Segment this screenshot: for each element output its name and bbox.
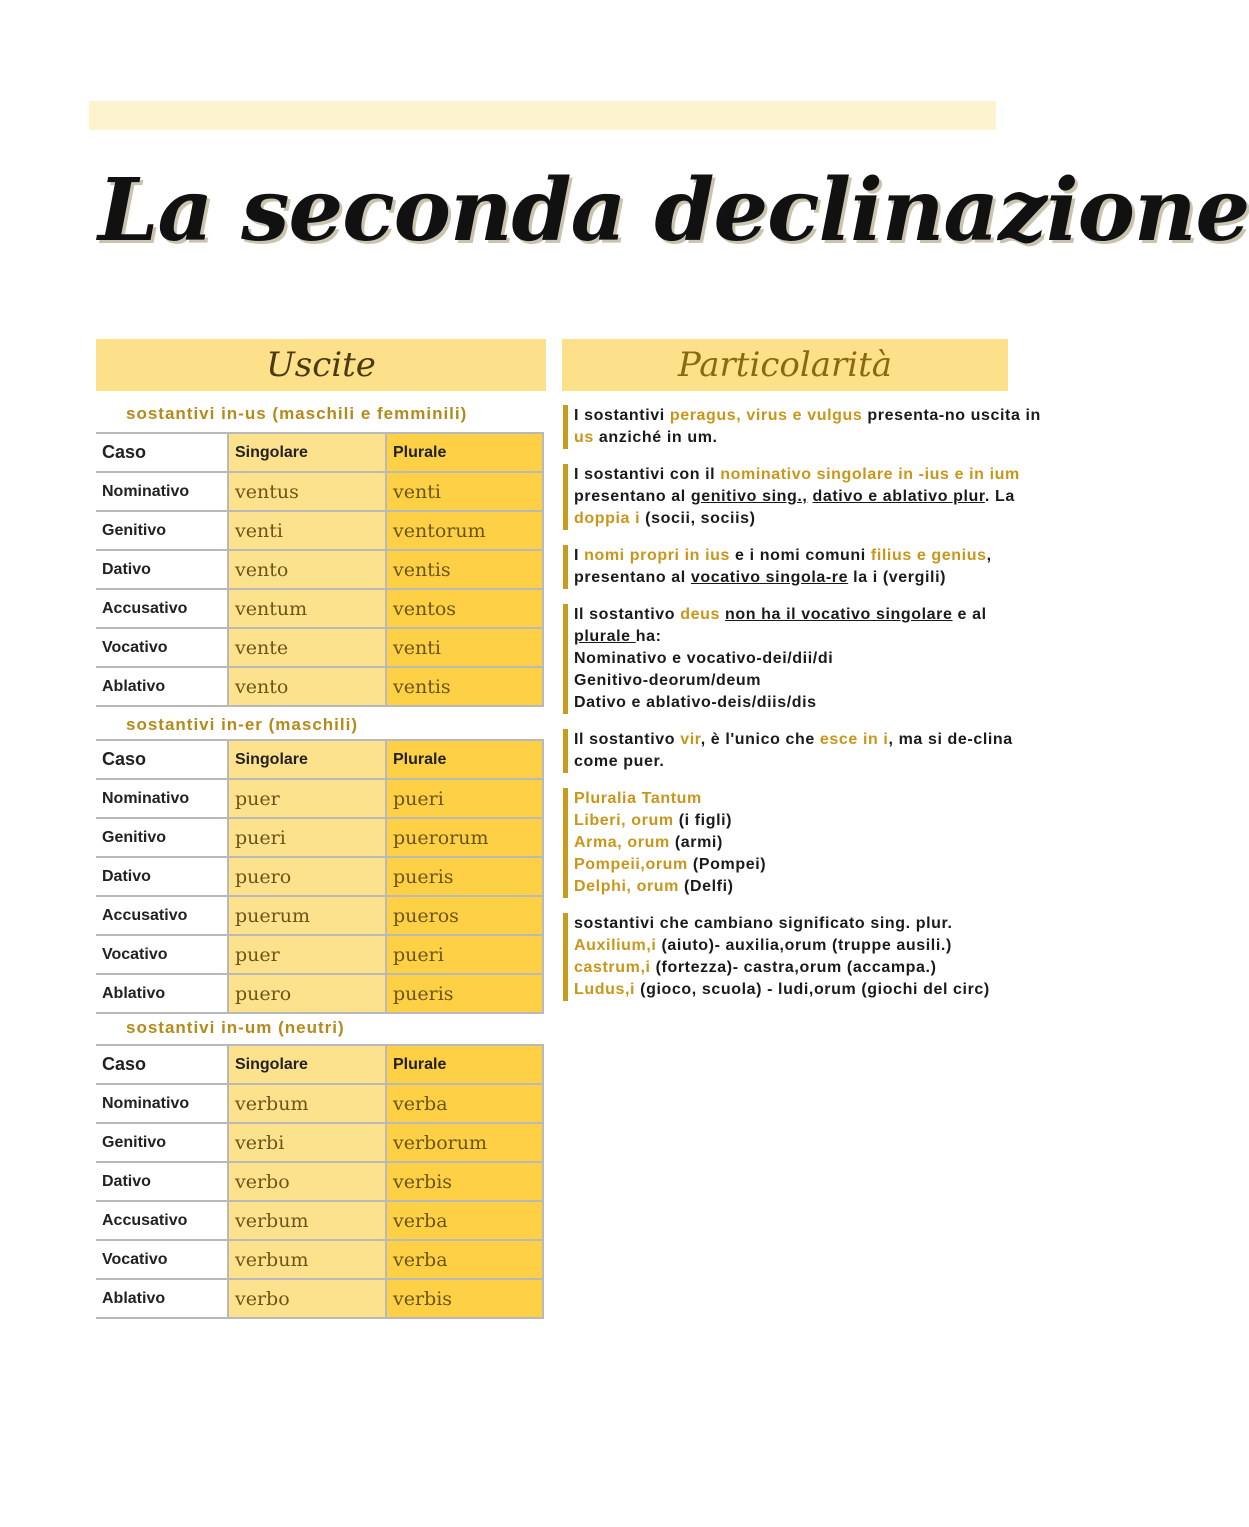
case-cell: Nominativo [96, 779, 228, 818]
plural-cell: verbis [386, 1279, 543, 1318]
table-header-row [96, 740, 543, 779]
plural-cell: verba [386, 1201, 543, 1240]
table-row [96, 779, 543, 818]
table-row [96, 1123, 543, 1162]
header-particolarita: Particolarità [562, 339, 1008, 391]
table-row [96, 550, 543, 589]
case-cell: Genitivo [96, 1123, 228, 1162]
case-cell: Vocativo [96, 935, 228, 974]
page-title: La seconda declinazione [98, 160, 1249, 261]
singular-cell: puer [228, 935, 386, 974]
plural-cell: pueri [386, 779, 543, 818]
singular-cell: puero [228, 974, 386, 1013]
plural-cell: verba [386, 1240, 543, 1279]
case-cell: Dativo [96, 857, 228, 896]
table-header-row [96, 433, 543, 472]
top-banner [89, 101, 996, 130]
plural-cell: pueris [386, 974, 543, 1013]
col-singular: Singolare [228, 433, 386, 472]
table-row [96, 1084, 543, 1123]
plural-cell: venti [386, 472, 543, 511]
singular-cell: verbum [228, 1084, 386, 1123]
table-row [96, 667, 543, 706]
table-row [96, 818, 543, 857]
table-um [96, 1044, 544, 1319]
case-cell: Accusativo [96, 589, 228, 628]
col-case: Caso [96, 433, 228, 472]
singular-cell: vento [228, 550, 386, 589]
case-cell: Nominativo [96, 1084, 228, 1123]
plural-cell: ventis [386, 667, 543, 706]
section-label-um: sostantivi in-um (neutri) [126, 1018, 345, 1037]
plural-cell: puerorum [386, 818, 543, 857]
case-cell: Accusativo [96, 896, 228, 935]
case-cell: Ablativo [96, 1279, 228, 1318]
plural-cell: pueri [386, 935, 543, 974]
case-cell: Dativo [96, 550, 228, 589]
plural-cell: verborum [386, 1123, 543, 1162]
singular-cell: vente [228, 628, 386, 667]
case-cell: Ablativo [96, 667, 228, 706]
singular-cell: puerum [228, 896, 386, 935]
table-row [96, 857, 543, 896]
plural-cell: ventorum [386, 511, 543, 550]
section-label-er: sostantivi in-er (maschili) [126, 715, 358, 734]
table-row [96, 1162, 543, 1201]
singular-cell: verbo [228, 1162, 386, 1201]
note-deus: Il sostantivo deus non ha il vocativo singolare e al plurale ha: Nominativo e vocativo-dei/dii/di Genitivo-deorum/deum Dativo e ablativo-deis/diis/dis [563, 604, 1043, 714]
col-case: Caso [96, 1045, 228, 1084]
case-cell: Vocativo [96, 628, 228, 667]
table-row [96, 1201, 543, 1240]
table-row [96, 589, 543, 628]
case-cell: Nominativo [96, 472, 228, 511]
col-case: Caso [96, 740, 228, 779]
singular-cell: ventum [228, 589, 386, 628]
case-cell: Dativo [96, 1162, 228, 1201]
col-plural: Plurale [386, 1045, 543, 1084]
singular-cell: ventus [228, 472, 386, 511]
plural-cell: pueros [386, 896, 543, 935]
table-row [96, 628, 543, 667]
table-row [96, 472, 543, 511]
header-uscite: Uscite [96, 339, 546, 391]
note-pluralia-tantum: Pluralia Tantum Liberi, orum (i figli) Arma, orum (armi) Pompeii,orum (Pompei) Delphi, orum (Delfi) [563, 788, 1043, 898]
table-row [96, 974, 543, 1013]
col-plural: Plurale [386, 740, 543, 779]
plural-cell: ventos [386, 589, 543, 628]
singular-cell: puer [228, 779, 386, 818]
note-peragus: I sostantivi peragus, virus e vulgus presenta-no uscita in us anziché in um. [563, 405, 1043, 449]
section-label-us: sostantivi in-us (maschili e femminili) [126, 404, 468, 423]
case-cell: Accusativo [96, 1201, 228, 1240]
note-significato: sostantivi che cambiano significato sing. plur. Auxilium,i (aiuto)- auxilia,orum (truppe ausili.) castrum,i (fortezza)- castra,orum (accampa.) Ludus,i (gioco, scuola) - ludi,orum (giochi del circ) [563, 913, 1043, 1001]
col-singular: Singolare [228, 740, 386, 779]
note-vir: Il sostantivo vir, è l'unico che esce in i, ma si de-clina come puer. [563, 729, 1043, 773]
singular-cell: verbi [228, 1123, 386, 1162]
case-cell: Genitivo [96, 511, 228, 550]
plural-cell: pueris [386, 857, 543, 896]
note-ius-ium: I sostantivi con il nominativo singolare in -ius e in ium presentano al genitivo sing., dativo e ablativo plur. La doppia i (socii, sociis) [563, 464, 1043, 530]
note-nomi-propri: I nomi propri in ius e i nomi comuni filius e genius, presentano al vocativo singola-re la i (vergili) [563, 545, 1043, 589]
singular-cell: verbo [228, 1279, 386, 1318]
col-singular: Singolare [228, 1045, 386, 1084]
case-cell: Vocativo [96, 1240, 228, 1279]
plural-cell: venti [386, 628, 543, 667]
table-row [96, 1240, 543, 1279]
table-er [96, 739, 544, 1014]
case-cell: Ablativo [96, 974, 228, 1013]
col-plural: Plurale [386, 433, 543, 472]
singular-cell: puero [228, 857, 386, 896]
table-us [96, 432, 544, 707]
table-row [96, 896, 543, 935]
plural-cell: ventis [386, 550, 543, 589]
singular-cell: pueri [228, 818, 386, 857]
notes-column [563, 405, 1043, 1016]
singular-cell: vento [228, 667, 386, 706]
table-row [96, 935, 543, 974]
table-header-row [96, 1045, 543, 1084]
table-row [96, 511, 543, 550]
case-cell: Genitivo [96, 818, 228, 857]
plural-cell: verbis [386, 1162, 543, 1201]
singular-cell: venti [228, 511, 386, 550]
singular-cell: verbum [228, 1201, 386, 1240]
table-row [96, 1279, 543, 1318]
singular-cell: verbum [228, 1240, 386, 1279]
plural-cell: verba [386, 1084, 543, 1123]
